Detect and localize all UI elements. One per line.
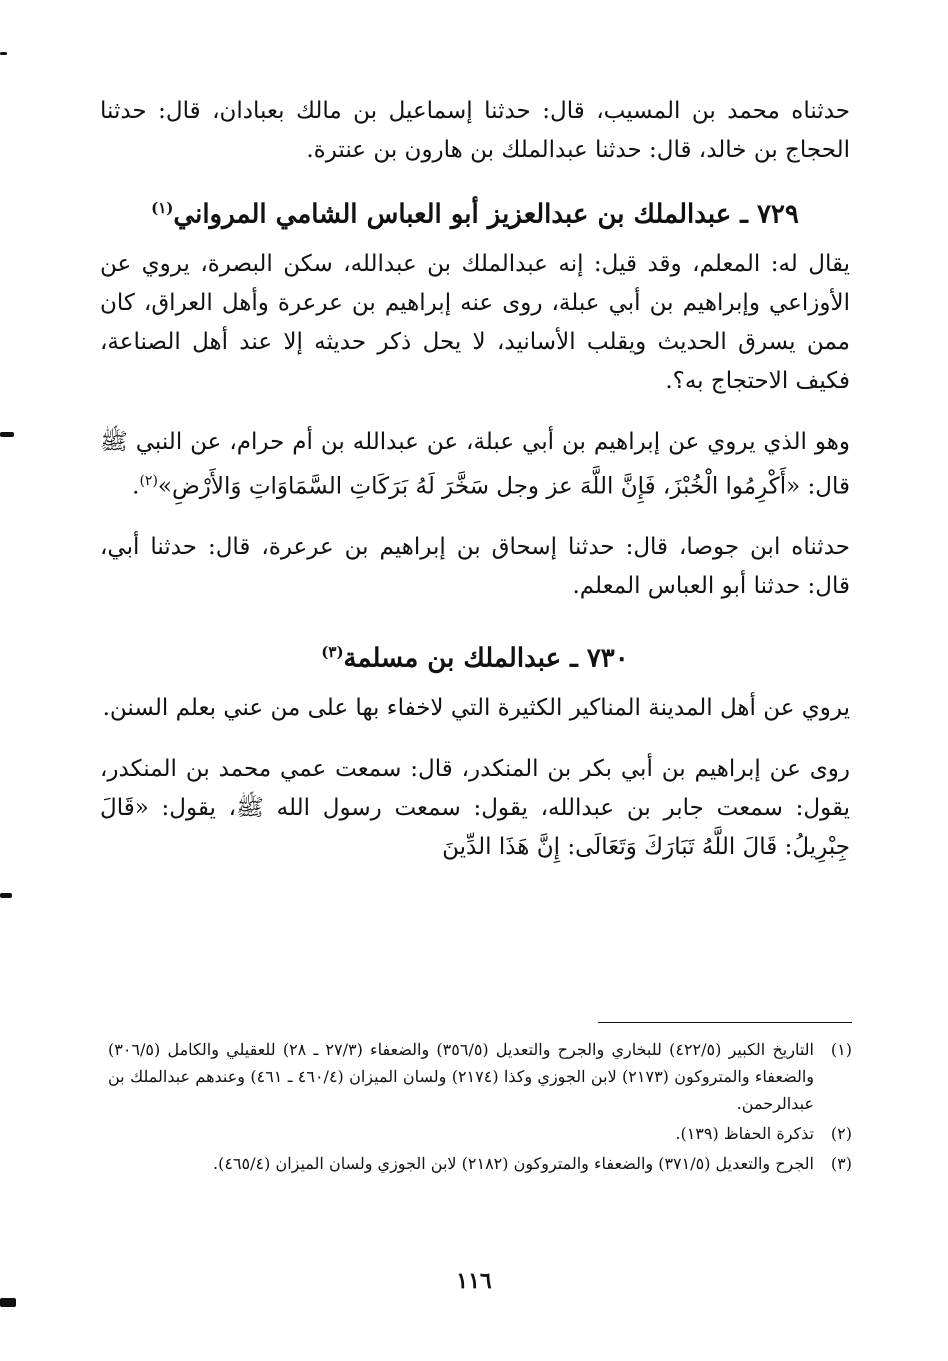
footnote-number: (١) xyxy=(830,1040,852,1059)
footnote-text: الجرح والتعديل (٣٧١/٥) والضعفاء والمتروكون (٢١٨٢) لابن الجوزي ولسان الميزان (٤٦٥/٤). xyxy=(213,1154,814,1173)
scan-mark xyxy=(0,1298,16,1307)
footnote-2 xyxy=(108,1120,852,1147)
entry-729-paragraph-2 xyxy=(100,423,850,507)
entry-730-title: ٧٣٠ ـ عبدالملك بن مسلمة xyxy=(343,643,629,674)
footnote-text: التاريخ الكبير (٤٢٢/٥) للبخاري والجرح والتعديل (٣٥٦/٥) والضعفاء (٢٧/٣ ـ ٢٨) للعقيلي والكامل (٣٠٦/٥) والضعفاء والمتروكون (٢١٧٣) لابن الجوزي وكذا (٢١٧٤) ولسان الميزان (٤٦٠/٤ ـ ٤٦١) وعندهم عبدالملك بن عبدالرحمن. xyxy=(108,1040,815,1113)
entry-729-paragraph-2-end: . xyxy=(132,473,140,500)
scan-mark xyxy=(0,432,14,437)
footnote-text: تذكرة الحفاظ (١٣٩). xyxy=(675,1124,814,1143)
entry-729-paragraph-2-footnote-ref[interactable]: (٢) xyxy=(139,472,158,489)
intro-paragraph: حدثناه محمد بن المسيب، قال: حدثنا إسماعيل بن مالك بعبادان، قال: حدثنا الحجاج بن خالد، قال: حدثنا عبدالملك بن هارون بن عنترة. xyxy=(100,98,850,163)
footnote-separator xyxy=(598,1022,852,1023)
footnote-number: (٢) xyxy=(830,1124,852,1143)
page-body xyxy=(100,92,850,867)
footnote-3 xyxy=(108,1150,852,1177)
entry-730-footnote-ref[interactable]: (٣) xyxy=(321,643,344,662)
entry-729-paragraph-3: حدثناه ابن جوصا، قال: حدثنا إسحاق بن إبراهيم بن عرعرة، قال: حدثنا أبي، قال: حدثنا أبو العباس المعلم. xyxy=(100,534,850,600)
footnotes xyxy=(108,1036,852,1180)
scan-mark xyxy=(0,893,12,898)
entry-729-title: ٧٢٩ ـ عبدالملك بن عبدالعزيز أبو العباس الشامي المرواني xyxy=(173,199,799,230)
scan-mark xyxy=(0,52,7,55)
entry-729-paragraph-1: يقال له: المعلم، وقد قيل: إنه عبدالملك بن عبدالله، سكن البصرة، يروي عن الأوزاعي وإبراهيم بن أبي عبلة، روى عنه إبراهيم بن عرعرة وأهل العراق، كان ممن يسرق الحديث ويقلب الأسانيد، لا يحل ذكر حديثه إلا عند أهل الصناعة، فكيف الاحتجاج به؟. xyxy=(100,250,850,394)
entry-730-paragraph-1: يروي عن أهل المدينة المناكير الكثيرة التي لاخفاء بها على من عني بعلم السنن. xyxy=(102,694,850,721)
entry-729-footnote-ref[interactable]: (١) xyxy=(151,199,174,217)
footnote-1 xyxy=(108,1036,852,1117)
entry-729-heading xyxy=(100,188,850,235)
footnote-number: (٣) xyxy=(830,1154,852,1173)
entry-730-heading xyxy=(100,632,850,679)
page-number: ١١٦ xyxy=(456,1268,492,1294)
entry-730-paragraph-2: روى عن إبراهيم بن أبي بكر بن المنكدر، قال: سمعت عمي محمد بن المنكدر، يقول: سمعت جابر بن عبدالله، يقول: سمعت رسول الله ﷺ، يقول: «قَالَ جِبْرِيلُ: قَالَ اللَّهُ تَبَارَكَ وَتَعَالَى: إِنَّ هَذَا الدِّينَ xyxy=(100,755,850,860)
entry-729-paragraph-2-text: وهو الذي يروي عن إبراهيم بن أبي عبلة، عن عبدالله بن أم حرام، عن النبي ﷺ قال: «أَكْرِمُوا الْخُبْزَ، فَإِنَّ اللَّهَ عز وجل سَخَّرَ لَهُ بَرَكَاتِ السَّمَاوَاتِ وَالأَرْضِ» xyxy=(100,428,850,500)
